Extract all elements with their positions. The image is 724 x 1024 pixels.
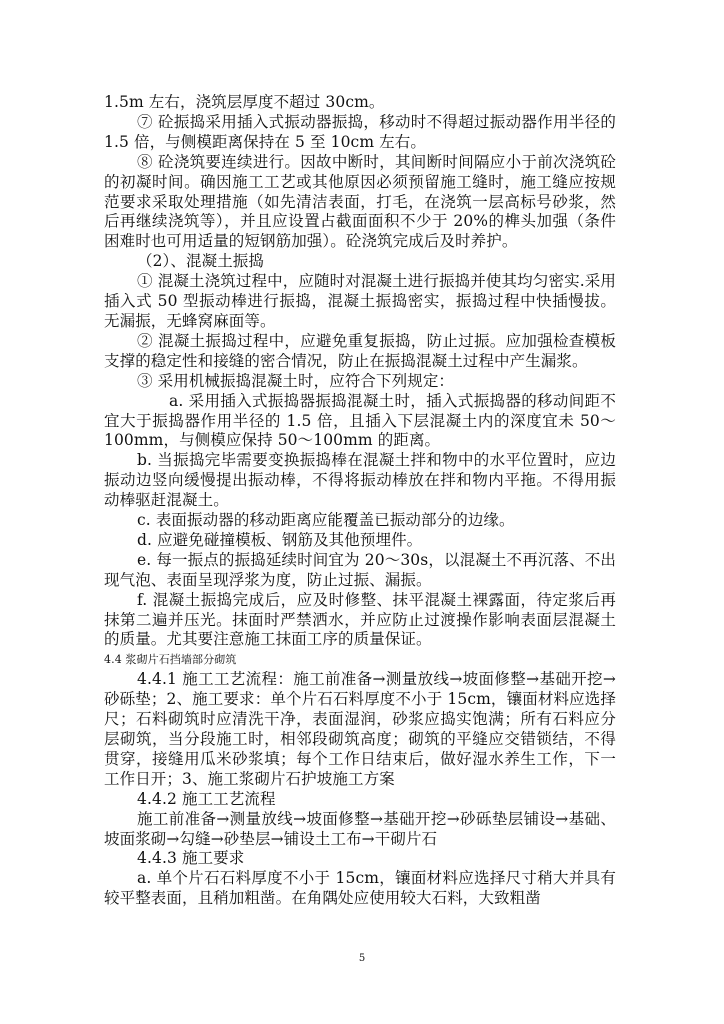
paragraph: b. 当振捣完毕需要变换振捣棒在混凝土拌和物中的水平位置时，应边振动边竖向缓慢提出振动棒，不得将振动棒放在拌和物内平拖。不得用振动棒驱赶混凝土。 [104, 451, 616, 510]
page-number: 5 [358, 953, 366, 964]
paragraph: 4.4.3 施工要求 [137, 849, 245, 868]
paragraph: ⑧ 砼浇筑要连续进行。因故中断时，其间断时间隔应小于前次浇筑砼的初凝时间。确因施工工艺或其他原因必须预留施工缝时，施工缝应按规范要求采取处理措施（如先清洁表面，打毛，在浇筑一层高标号砂浆，然后再继续浇筑等），并且应设置占截面面积不少于 20%的榫头加强（条件困难时也可用适量的短钢筋加强）。砼浇筑完成后及时养护。 [104, 152, 616, 251]
paragraph: 4.4.2 施工工艺流程 [137, 789, 276, 808]
paragraph: ② 混凝土振捣过程中，应避免重复振捣，防止过振。应加强检查模板支撑的稳定性和接缝的密合情况，防止在振捣混凝土过程中产生漏浆。 [104, 331, 616, 370]
paragraph: 4.4 浆砌片石挡墙部分砌筑 [104, 653, 237, 667]
paragraph: a. 采用插入式振捣器振捣混凝土时，插入式振捣器的移动间距不宜大于振捣器作用半径的 1.5 倍，且插入下层混凝土内的深度宜未 50～100mm，与侧模应保持 50～100mm 的距离。 [104, 391, 616, 450]
paragraph: ① 混凝土浇筑过程中，应随时对混凝土进行振捣并使其均匀密实.采用插入式 50 型振动棒进行振捣，混凝土振捣密实，振捣过程中快插慢拔。无漏振，无蜂窝麻面等。 [104, 272, 616, 330]
paragraph: d. 应避免碰撞模板、钢筋及其他预埋件。 [137, 530, 423, 549]
paragraph: 1.5m 左右，浇筑层厚度不超过 30cm。 [104, 93, 385, 111]
paragraph: f. 混凝土振捣完成后，应及时修整、抹平混凝土裸露面，待定浆后再抹第二遍并压光。抹面时严禁洒水，并应防止过渡操作影响表面层混凝土的质量。尤其要注意施工抹面工序的质量保证。 [104, 590, 616, 649]
body-text [104, 93, 616, 909]
paragraph: e. 每一振点的振捣延续时间宜为 20～30s，以混凝土不再沉落、不出现气泡、表面呈现浮浆为度，防止过振、漏振。 [104, 550, 616, 589]
paragraph: 4.4.1 施工工艺流程：施工前准备→测量放线→坡面修整→基础开挖→砂砾垫；2、施工要求：单个片石石料厚度不小于 15cm，镶面材料应选择尺；石料砌筑时应清洗干净，表面湿润，砂浆应捣实饱满；所有石料应分层砌筑，当分段施工时，相邻段砌筑高度；砌筑的平缝应交错锁结，不得贯穿，接缝用瓜米砂浆填；每个工作日结束后，做好湿水养生工作，下一工作日开；3、施工浆砌片石护坡施工方案 [104, 670, 616, 788]
paragraph: c. 表面振动器的移动距离应能覆盖已振动部分的边缘。 [137, 511, 515, 530]
paragraph: （2）、混凝土振捣 [137, 252, 265, 271]
paragraph: a. 单个片石石料厚度不小于 15cm，镶面材料应选择尺寸稍大并具有较平整表面，且稍加粗凿。在角隅处应使用较大石料，大致粗凿 [104, 869, 616, 908]
paragraph: 施工前准备→测量放线→坡面修整→基础开挖→砂砾垫层铺设→基础、坡面浆砌→勾缝→砂垫层→铺设土工布→干砌片石 [104, 809, 616, 848]
paragraph: ③ 采用机械振捣混凝土时，应符合下列规定： [137, 371, 455, 390]
paragraph: ⑦ 砼振捣采用插入式振动器振捣，移动时不得超过振动器作用半径的 1.5 倍，与侧模距离保持在 5 至 10cm 左右。 [104, 112, 616, 151]
